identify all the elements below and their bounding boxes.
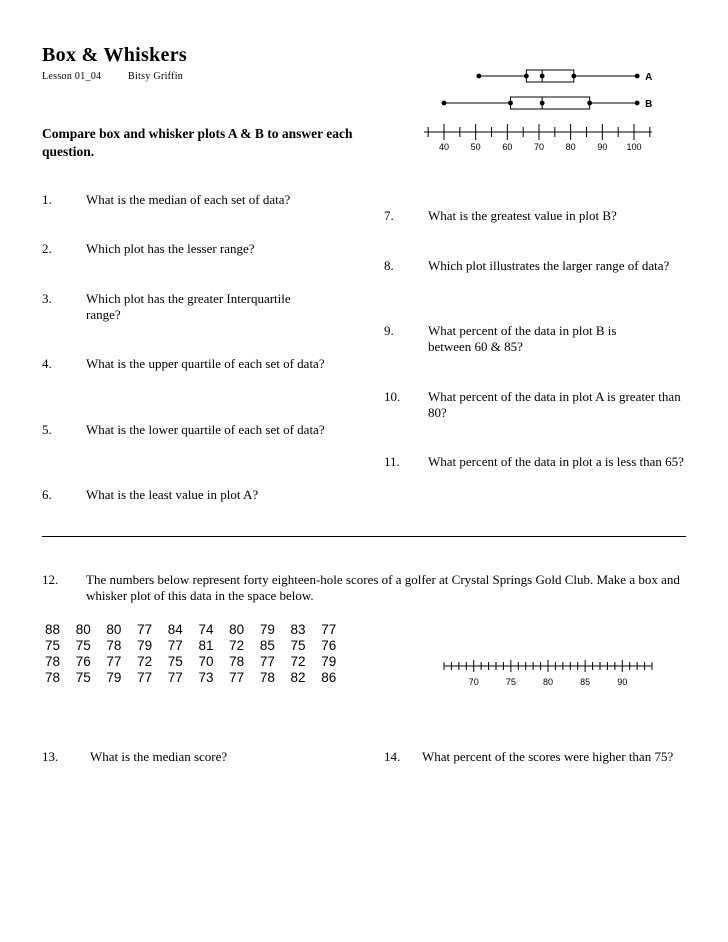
tick-label: 80	[565, 142, 576, 152]
question-6-number: 6.	[42, 487, 52, 502]
score-cell: 78	[259, 670, 275, 685]
lesson-label: Lesson 01_04	[42, 71, 102, 82]
box-plot-a	[476, 70, 652, 83]
tick-label: 40	[438, 142, 450, 152]
plot-label-a: A	[645, 72, 653, 83]
question-3-text: Which plot has the greater Interquartile range?	[86, 291, 291, 322]
score-cell: 86	[321, 670, 337, 685]
question-7-number: 7.	[384, 208, 394, 223]
score-cell: 76	[321, 638, 337, 653]
question-8-text: Which plot illustrates the larger range of data?	[428, 258, 670, 273]
section-divider	[42, 536, 686, 537]
score-cell: 72	[290, 654, 306, 669]
scores-table	[45, 622, 352, 686]
five-number-point	[524, 74, 529, 79]
five-number-point	[635, 101, 640, 106]
five-number-point	[540, 74, 545, 79]
score-cell: 84	[167, 622, 183, 637]
tick-label: 70	[468, 677, 479, 687]
score-cell: 76	[75, 654, 91, 669]
question-12-number: 12.	[42, 572, 59, 587]
score-cell: 78	[229, 654, 245, 669]
score-cell: 88	[45, 622, 61, 637]
score-cell: 77	[229, 670, 245, 685]
tick-label: 60	[502, 142, 513, 152]
score-cell: 79	[106, 670, 122, 685]
scores-row	[45, 654, 352, 670]
score-cell: 77	[167, 638, 183, 653]
question-4-number: 4.	[42, 356, 52, 371]
five-number-point	[571, 74, 576, 79]
box	[526, 70, 574, 82]
question-13-number: 13.	[42, 749, 59, 764]
question-9-number: 9.	[384, 323, 394, 338]
question-5-number: 5.	[42, 422, 52, 437]
question-14-text: What percent of the scores were higher than 75?	[422, 749, 674, 764]
score-cell: 77	[321, 622, 337, 637]
box-whisker-chart	[420, 60, 690, 155]
box	[511, 97, 590, 109]
question-14-number: 14.	[384, 749, 401, 764]
five-number-point	[442, 101, 447, 106]
score-cell: 79	[321, 654, 337, 669]
question-2-number: 2.	[42, 241, 52, 256]
score-cell: 75	[75, 638, 91, 653]
score-cell: 72	[229, 638, 245, 653]
score-cell: 80	[229, 622, 245, 637]
score-cell: 78	[106, 638, 122, 653]
score-cell: 73	[198, 670, 214, 685]
scores-row	[45, 638, 352, 654]
score-cell: 78	[45, 670, 61, 685]
question-4-text: What is the upper quartile of each set of data?	[86, 356, 325, 371]
score-cell: 78	[45, 654, 61, 669]
score-cell: 72	[137, 654, 153, 669]
question-11-number: 11.	[384, 454, 400, 469]
question-5-text: What is the lower quartile of each set of data?	[86, 422, 325, 437]
question-7-text: What is the greatest value in plot B?	[428, 208, 617, 223]
score-cell: 77	[137, 670, 153, 685]
score-cell: 82	[290, 670, 306, 685]
question-10-number: 10.	[384, 389, 401, 404]
question-3-number: 3.	[42, 291, 52, 306]
score-cell: 79	[137, 638, 153, 653]
question-1-number: 1.	[42, 192, 52, 207]
five-number-point	[587, 101, 592, 106]
score-cell: 79	[259, 622, 275, 637]
five-number-point	[508, 101, 513, 106]
question-10-text: What percent of the data in plot A is greater than 80?	[428, 389, 681, 420]
score-cell: 75	[45, 638, 61, 653]
box-plot-b	[442, 97, 653, 110]
question-6-text: What is the least value in plot A?	[86, 487, 259, 502]
score-cell: 75	[75, 670, 91, 685]
score-cell: 80	[75, 622, 91, 637]
score-cell: 70	[198, 654, 214, 669]
score-cell: 77	[137, 622, 153, 637]
score-cell: 83	[290, 622, 306, 637]
number-line	[440, 652, 660, 692]
tick-label: 50	[470, 142, 481, 152]
score-cell: 81	[198, 638, 214, 653]
tick-label: 80	[542, 677, 554, 687]
scores-row	[45, 622, 352, 638]
score-cell: 77	[106, 654, 122, 669]
instructions: Compare box and whisker plots A & B to answer each question.	[42, 126, 353, 159]
tick-label: 70	[533, 142, 545, 152]
question-13-text: What is the median score?	[90, 749, 228, 764]
score-cell: 75	[167, 654, 183, 669]
score-cell: 74	[198, 622, 214, 637]
question-9-text: What percent of the data in plot B is between 60 & 85?	[428, 323, 617, 354]
question-2-text: Which plot has the lesser range?	[86, 241, 255, 256]
five-number-point	[540, 101, 545, 106]
tick-label: 85	[580, 677, 591, 687]
score-cell: 77	[167, 670, 183, 685]
page-title: Box & Whiskers	[42, 44, 187, 66]
score-cell: 85	[259, 638, 275, 653]
tick-label: 90	[617, 677, 628, 687]
score-cell: 77	[259, 654, 275, 669]
tick-label: 100	[626, 142, 642, 152]
scores-row	[45, 670, 352, 686]
question-8-number: 8.	[384, 258, 394, 273]
five-number-point	[635, 74, 640, 79]
question-12-text: The numbers below represent forty eighteen-hole scores of a golfer at Crystal Springs Gold Club. Make a box and whisker plot of this data in the space below.	[86, 572, 680, 603]
tick-label: 75	[505, 677, 516, 687]
question-11-text: What percent of the data in plot a is less than 65?	[428, 454, 684, 469]
tick-label: 90	[597, 142, 608, 152]
five-number-point	[476, 74, 481, 79]
plot-label-b: B	[645, 99, 653, 110]
score-cell: 75	[290, 638, 306, 653]
question-1-text: What is the median of each set of data?	[86, 192, 291, 207]
author-label: Bitsy Griffin	[128, 71, 184, 82]
score-cell: 80	[106, 622, 122, 637]
